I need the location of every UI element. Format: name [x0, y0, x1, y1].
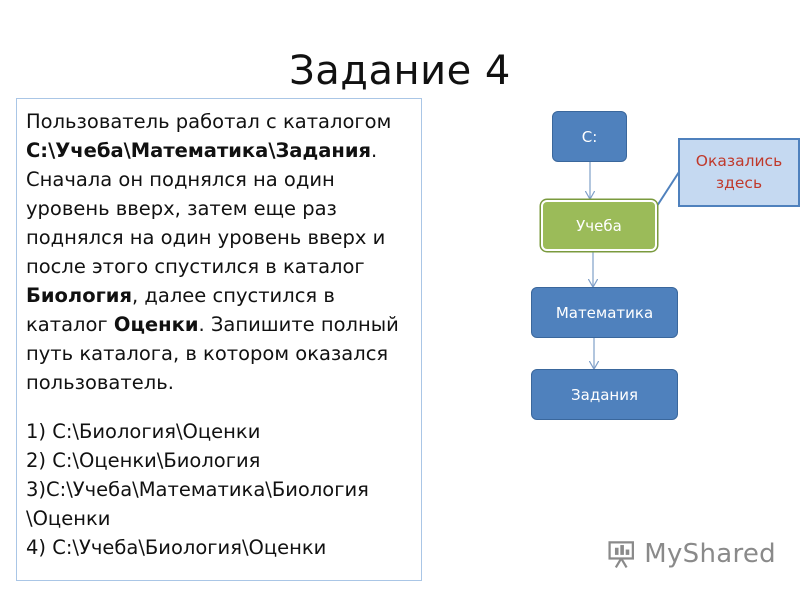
answer-option: 2) C:\Оценки\Биология	[26, 449, 261, 472]
callout-here: Оказались здесь	[678, 138, 800, 207]
slide-title: Задание 4	[289, 48, 511, 94]
task-grades: Оценки	[113, 313, 199, 336]
task-path: C:\Учеба\Математика\Задания	[26, 139, 372, 162]
node-ucheba: Учеба	[541, 200, 657, 251]
task-bio: Биология	[26, 284, 132, 307]
task-period: .	[371, 139, 378, 162]
node-zadaniya: Задания	[531, 369, 678, 420]
myshared-logo	[606, 534, 776, 574]
task-sentence-2b: , далее спустился в каталог	[26, 284, 335, 336]
answer-option: 1) C:\Биология\Оценки	[26, 420, 261, 443]
task-sentence-2a: Сначала он поднялся на один уровень вверх, затем еще раз поднялся на один уровень вверх и после этого спустился в каталог	[26, 168, 386, 278]
node-matematika: Математика	[531, 287, 678, 338]
callout-pointer	[657, 172, 679, 206]
node-drive-c: C:	[552, 111, 627, 162]
task-intro: Пользователь работал с каталогом	[26, 110, 392, 133]
presentation-board-icon	[606, 537, 638, 571]
task-sentence-2c: . Запишите полный путь каталога, в котором оказался пользователь.	[26, 313, 399, 394]
logo-text: MyShared	[644, 539, 776, 569]
answer-option: 3)C:\Учеба\Математика\Биология \Оценки	[26, 478, 369, 530]
answer-option: 4) C:\Учеба\Биология\Оценки	[26, 536, 327, 559]
